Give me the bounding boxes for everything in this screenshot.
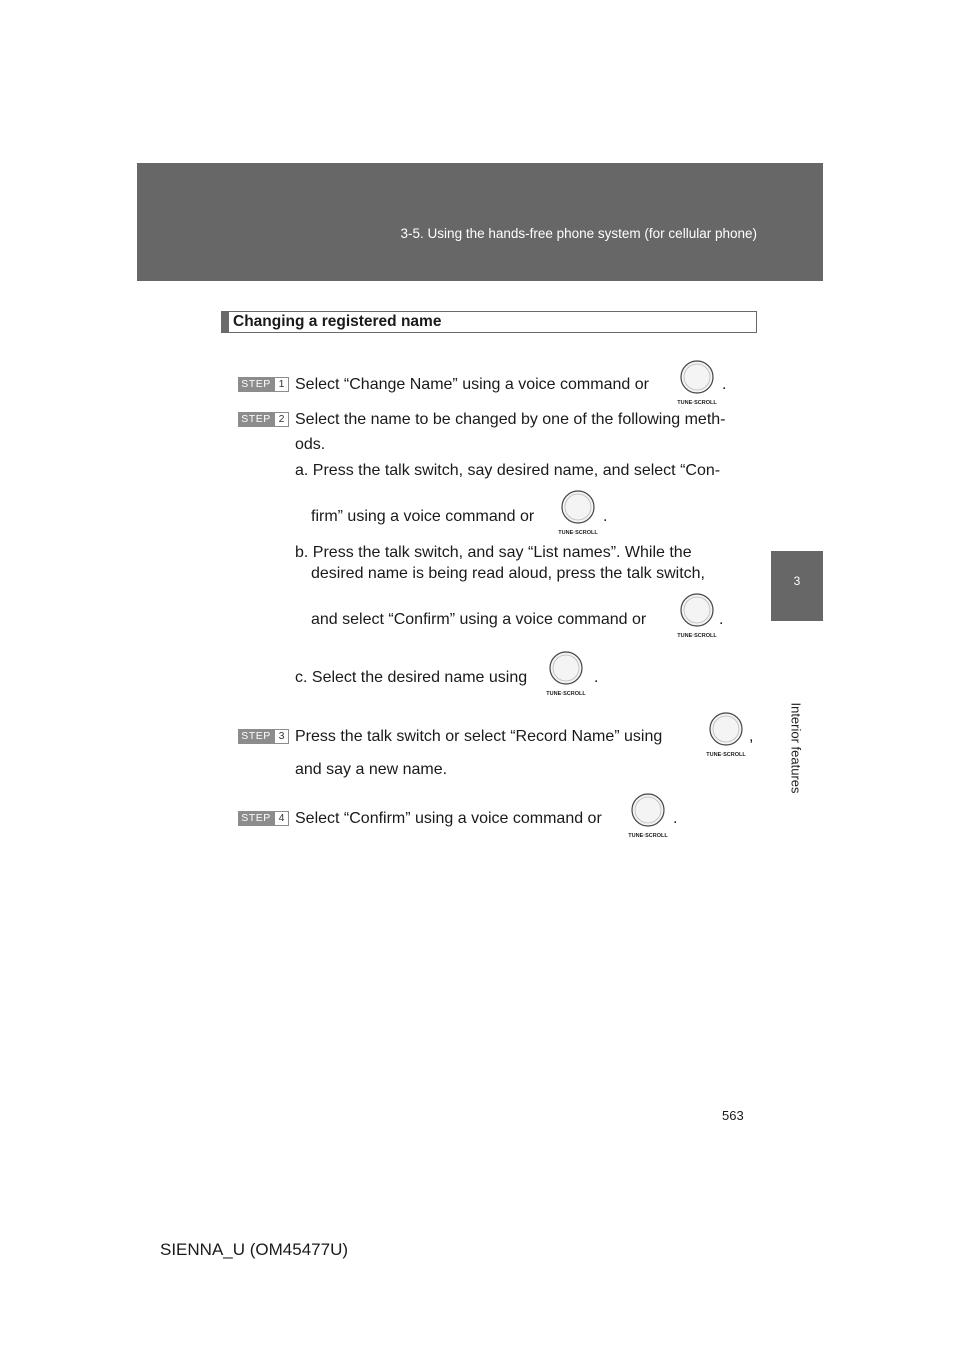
tune-scroll-knob-icon xyxy=(672,591,722,641)
option-c-end: . xyxy=(594,669,599,686)
tune-scroll-knob-icon xyxy=(541,649,591,699)
option-b-line2: desired name is being read aloud, press the talk switch, xyxy=(311,565,705,582)
step-badge-3 xyxy=(238,729,289,744)
step-3-comma: , xyxy=(749,728,754,745)
step-tag: STEP xyxy=(238,412,274,427)
knob-label: TUNE·SCROLL xyxy=(546,691,586,697)
option-b-line1: b. Press the talk switch, and say “List names”. While the xyxy=(295,544,692,561)
step-1-text: Select “Change Name” using a voice command or xyxy=(295,376,649,393)
section-path-title: 3-5. Using the hands-free phone system (for cellular phone) xyxy=(400,226,757,241)
step-badge-1 xyxy=(238,377,289,392)
step-number: 3 xyxy=(274,729,289,744)
option-b-line3: and select “Confirm” using a voice command or xyxy=(311,611,647,628)
tune-scroll-knob-icon xyxy=(701,710,754,760)
step-badge-4 xyxy=(238,811,289,826)
tune-scroll-knob-icon xyxy=(553,488,603,538)
chapter-tab xyxy=(771,551,823,621)
step-3-text: Press the talk switch or select “Record Name” using xyxy=(295,728,663,745)
option-a-line1: a. Press the talk switch, say desired name, and select “Con- xyxy=(295,462,721,479)
knob-label: TUNE·SCROLL xyxy=(558,530,598,536)
option-b-end: . xyxy=(719,611,724,628)
option-a-line2: firm” using a voice command or xyxy=(311,508,535,525)
step-number: 2 xyxy=(274,412,289,427)
chapter-label-text: Interior features xyxy=(788,702,804,794)
step-tag: STEP xyxy=(238,729,274,744)
page-number: 563 xyxy=(722,1108,744,1123)
model-code: SIENNA_U (OM45477U) xyxy=(160,1240,349,1259)
step-4-text: Select “Confirm” using a voice command or xyxy=(295,810,602,827)
knob-label: TUNE·SCROLL xyxy=(677,633,717,639)
step-4-end: . xyxy=(673,810,678,827)
knob-label: TUNE·SCROLL xyxy=(628,833,668,839)
knob-label: TUNE·SCROLL xyxy=(706,752,746,758)
step-2-text-line2: ods. xyxy=(295,436,326,453)
tune-scroll-knob-icon xyxy=(623,791,673,841)
step-2-text-line1: Select the name to be changed by one of the following meth- xyxy=(295,411,726,428)
step-3-text-line2: and say a new name. xyxy=(295,761,448,778)
step-number: 1 xyxy=(274,377,289,392)
section-heading: Changing a registered name xyxy=(221,311,757,333)
knob-label: TUNE·SCROLL xyxy=(677,400,717,406)
tune-scroll-knob-icon xyxy=(672,358,722,408)
step-1-end: . xyxy=(722,376,727,393)
step-badge-2 xyxy=(238,412,289,427)
chapter-label xyxy=(786,702,806,794)
step-tag: STEP xyxy=(238,377,274,392)
header-band xyxy=(137,163,823,281)
step-tag: STEP xyxy=(238,811,274,826)
step-number: 4 xyxy=(274,811,289,826)
chapter-number: 3 xyxy=(793,574,801,588)
option-c-line1: c. Select the desired name using xyxy=(295,669,528,686)
option-a-end: . xyxy=(603,508,608,525)
